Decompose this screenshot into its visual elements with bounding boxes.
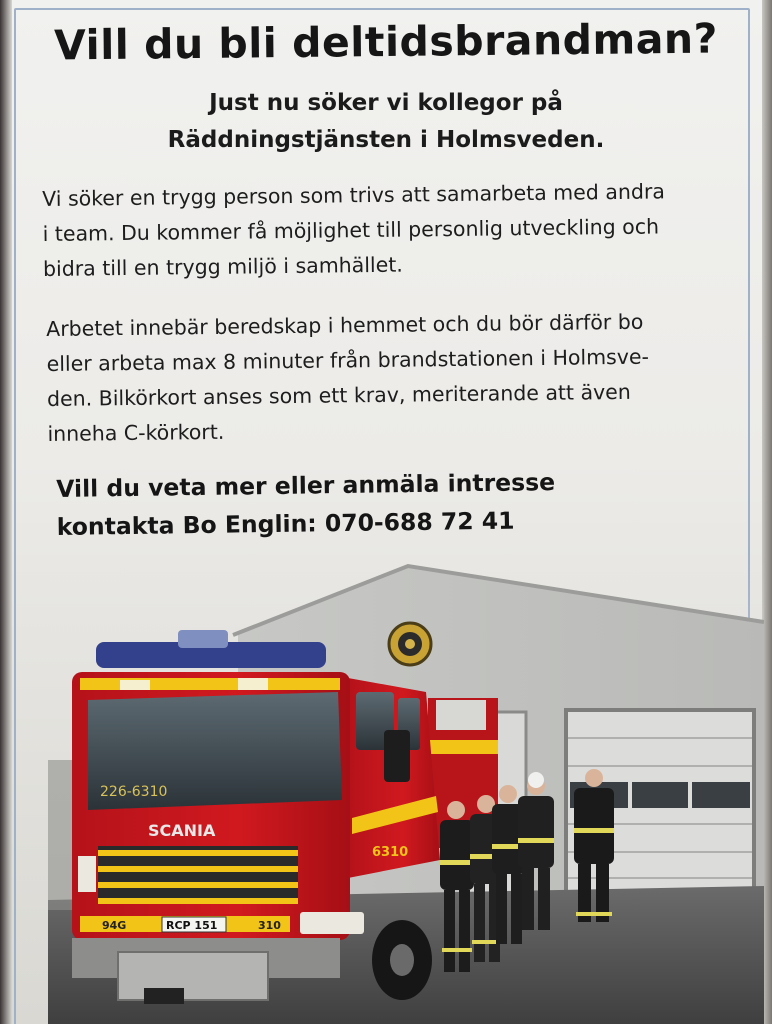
intro-paragraph [42, 174, 723, 287]
truck-number: 6310 [372, 845, 409, 860]
poster-subheading-line1: Just nu söker vi kollegor på [209, 90, 563, 116]
contact-info [56, 463, 556, 546]
truck-model-right: 310 [258, 919, 281, 932]
poster-headline: Vill du bli deltidsbrandman? [53, 14, 719, 70]
requirements-line: Arbetet innebär beredskap i hemmet och du bör därför bo [46, 309, 644, 341]
contact-line2: kontakta Bo Englin: 070-688 72 41 [56, 506, 515, 541]
requirements-line: den. Bilkörkort anses som ett krav, meriterande att även [46, 379, 631, 411]
requirements-line: inneha C-körkort. [47, 419, 225, 446]
truck-brand-logo: SCANIA [148, 821, 216, 840]
truck-model-left: 94G [102, 919, 127, 932]
poster-left-edge [0, 0, 12, 1024]
intro-line: Vi söker en trygg person som trivs att samarbeta med andra [42, 179, 666, 211]
requirements-line: eller arbeta max 8 minuter från brandstationen i Holmsve- [46, 344, 650, 376]
license-plate-text: RCP 151 [166, 919, 218, 932]
intro-line: i team. Du kommer få möjlighet till personlig utveckling och [42, 214, 660, 246]
contact-line1: Vill du veta mer eller anmäla intresse [56, 468, 556, 503]
requirements-paragraph [46, 304, 728, 452]
intro-line: bidra till en trygg miljö i samhället. [42, 252, 403, 281]
truck-code: 226-6310 [100, 784, 168, 800]
poster-subheading-line2: Räddningstjänsten i Holmsveden. [167, 127, 605, 153]
fire-station-photo [48, 560, 764, 1024]
headlight [300, 912, 364, 934]
